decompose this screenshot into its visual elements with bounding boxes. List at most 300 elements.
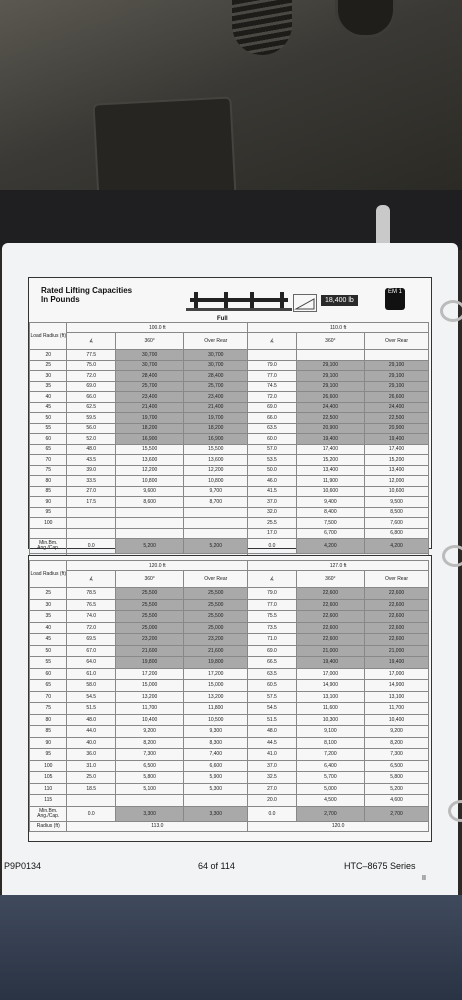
table-cell: 13,600 — [184, 455, 248, 466]
table-cell: 14,900 — [365, 680, 429, 692]
table-cell: 30 — [30, 371, 67, 382]
min-boom-cell: 0.0 — [248, 539, 296, 554]
table-cell: 5,000 — [296, 783, 364, 795]
table-cell: 90 — [30, 497, 67, 508]
table-2-grid — [29, 560, 429, 832]
table-cell: 35 — [30, 611, 67, 623]
col-over-rear-header: Over Rear — [365, 333, 429, 350]
table-cell: 19,700 — [115, 413, 183, 424]
table-cell: 29,100 — [365, 371, 429, 382]
table-cell: 19,400 — [365, 434, 429, 445]
background-leg — [0, 895, 462, 1000]
table-cell: 21,400 — [115, 402, 183, 413]
table-cell: 19,700 — [184, 413, 248, 424]
table-cell: 21,400 — [184, 402, 248, 413]
table-cell: 8,700 — [184, 497, 248, 508]
table-cell: 30,700 — [184, 360, 248, 371]
table-cell: 19,400 — [296, 657, 364, 669]
outrigger-icon — [184, 290, 294, 312]
table-row — [30, 465, 429, 476]
table-row — [30, 726, 429, 738]
table-cell: 79.0 — [248, 588, 296, 600]
table-cell: 4,500 — [296, 795, 364, 807]
table-cell: 25,500 — [115, 588, 183, 600]
table-row — [30, 486, 429, 497]
table-cell: 25,500 — [184, 588, 248, 600]
table-cell: 30,700 — [115, 360, 183, 371]
table-cell: 40 — [30, 622, 67, 634]
table-cell: 10,800 — [184, 476, 248, 487]
table-cell: 50 — [30, 413, 67, 424]
table-cell: 7,300 — [115, 749, 183, 761]
table-cell: 72.0 — [67, 622, 115, 634]
table-cell: 7,200 — [296, 749, 364, 761]
table-cell: 23,400 — [184, 392, 248, 403]
footer-doc-code: P9P0134 — [4, 861, 42, 871]
table-cell: 29,100 — [365, 381, 429, 392]
table-cell: 25,500 — [184, 599, 248, 611]
table-cell: 44.5 — [248, 737, 296, 749]
table-cell: 76.5 — [67, 599, 115, 611]
table-cell: 9,200 — [115, 726, 183, 738]
table-cell: 70 — [30, 691, 67, 703]
table-cell — [365, 350, 429, 361]
table-cell: 11,700 — [365, 703, 429, 715]
table-cell: 25 — [30, 588, 67, 600]
table-cell: 78.5 — [67, 588, 115, 600]
table-cell — [115, 795, 183, 807]
table-cell: 22,600 — [296, 599, 364, 611]
table-cell: 55 — [30, 423, 67, 434]
table-cell: 75 — [30, 703, 67, 715]
table-row — [30, 528, 429, 539]
table-cell: 7,500 — [296, 518, 364, 529]
table-cell: 25,500 — [115, 599, 183, 611]
table-cell: 10,400 — [365, 714, 429, 726]
table-cell: 5,900 — [184, 772, 248, 784]
min-boom-label: Min.Bm. Ang./Cap. — [30, 539, 67, 554]
footer-page: 64 of 114 — [198, 861, 235, 871]
table-cell: 23,400 — [115, 392, 183, 403]
table-cell: 52.0 — [67, 434, 115, 445]
table-cell: 16,900 — [115, 434, 183, 445]
table-cell: 9,100 — [296, 726, 364, 738]
boom-angle-icon: ∡ — [248, 333, 296, 350]
table-cell: 20,900 — [365, 423, 429, 434]
table-cell: 12,200 — [184, 465, 248, 476]
table-cell: 25,700 — [115, 381, 183, 392]
table-cell: 75 — [30, 465, 67, 476]
full-label: Full — [217, 316, 228, 322]
table-row — [30, 392, 429, 403]
table-cell: 30 — [30, 599, 67, 611]
table-cell: 23,200 — [184, 634, 248, 646]
table-cell: 57.5 — [248, 691, 296, 703]
table-cell: 72.0 — [67, 371, 115, 382]
table-cell: 63.5 — [248, 668, 296, 680]
table-cell: 85 — [30, 726, 67, 738]
table-row — [30, 714, 429, 726]
table-cell: 28,400 — [184, 371, 248, 382]
table-cell: 25 — [30, 360, 67, 371]
table-cell: 54.5 — [67, 691, 115, 703]
min-boom-cell: 2,700 — [296, 806, 364, 821]
table-cell: 5,100 — [115, 783, 183, 795]
table-row — [30, 622, 429, 634]
table-cell — [115, 518, 183, 529]
table-cell: 5,200 — [365, 783, 429, 795]
table-cell: 29,100 — [365, 360, 429, 371]
radius-cell: 120.0 — [248, 821, 429, 831]
dash-pad — [93, 96, 237, 202]
table-row — [30, 772, 429, 784]
col-360-header: 360° — [296, 571, 364, 588]
table-cell: 60.0 — [248, 434, 296, 445]
table-cell: 77.0 — [248, 599, 296, 611]
table-cell: 73.5 — [248, 622, 296, 634]
table-cell: 26,600 — [296, 392, 364, 403]
table-cell: 5,800 — [115, 772, 183, 784]
table-row — [30, 423, 429, 434]
table-cell: 25,000 — [184, 622, 248, 634]
table-cell: 33.5 — [67, 476, 115, 487]
table-row — [30, 507, 429, 518]
table-cell: 6,400 — [296, 760, 364, 772]
table-cell: 10,800 — [115, 476, 183, 487]
table-cell: 17,400 — [365, 444, 429, 455]
table-cell: 35 — [30, 381, 67, 392]
table-cell: 75.0 — [67, 360, 115, 371]
table-cell: 13,400 — [365, 465, 429, 476]
table-cell: 22,600 — [365, 634, 429, 646]
col-over-rear-header: Over Rear — [365, 571, 429, 588]
table-cell: 69.0 — [248, 645, 296, 657]
table-cell: 95 — [30, 507, 67, 518]
table-cell: 77.0 — [248, 371, 296, 382]
table-cell: 15,000 — [115, 680, 183, 692]
table-cell: 41.0 — [248, 749, 296, 761]
footer-series: HTC–8675 Series — [344, 861, 416, 871]
table-cell: 21,600 — [115, 645, 183, 657]
table-cell: 22,500 — [296, 413, 364, 424]
table-cell — [67, 518, 115, 529]
binder-cover — [0, 190, 462, 250]
table-cell: 21,600 — [184, 645, 248, 657]
table-cell — [184, 518, 248, 529]
table-row — [30, 413, 429, 424]
table-row — [30, 381, 429, 392]
min-boom-cell: 0.0 — [67, 806, 115, 821]
table-cell: 48.0 — [248, 726, 296, 738]
radius-cell: 113.0 — [67, 821, 248, 831]
counterweight-badge: 18,400 lb — [321, 295, 358, 306]
min-boom-cell: 5,200 — [115, 539, 183, 554]
table-cell: 80 — [30, 714, 67, 726]
table-cell: 45 — [30, 634, 67, 646]
table-cell: 9,400 — [296, 497, 364, 508]
table-cell — [67, 528, 115, 539]
table-cell: 54.5 — [248, 703, 296, 715]
title-line-1: Rated Lifting Capacities — [41, 286, 133, 295]
table-cell: 10,600 — [296, 486, 364, 497]
table-cell: 80 — [30, 476, 67, 487]
table-cell: 18.5 — [67, 783, 115, 795]
table-cell: 5,300 — [184, 783, 248, 795]
table-cell: 66.5 — [248, 657, 296, 669]
table-cell: 50.0 — [248, 465, 296, 476]
table-cell: 90 — [30, 737, 67, 749]
table-cell: 77.5 — [67, 350, 115, 361]
table-cell: 13,100 — [296, 691, 364, 703]
table-cell: 25.5 — [248, 518, 296, 529]
table-cell: 50 — [30, 645, 67, 657]
table-cell: 8,500 — [365, 507, 429, 518]
counterweight-icon — [293, 294, 317, 312]
table-cell: 17,400 — [296, 444, 364, 455]
right-boom-length: 110.0 ft — [248, 323, 429, 333]
table-cell: 10,400 — [115, 714, 183, 726]
col-360-header: 360° — [115, 333, 183, 350]
table-cell: 15,200 — [296, 455, 364, 466]
table-cell — [67, 795, 115, 807]
table-cell: 19,400 — [296, 434, 364, 445]
table-cell: 22,600 — [296, 611, 364, 623]
table-cell: 13,200 — [184, 691, 248, 703]
min-boom-cell: 0.0 — [67, 539, 115, 554]
table-cell: 6,500 — [115, 760, 183, 772]
table-row — [30, 588, 429, 600]
table-cell: 43.5 — [67, 455, 115, 466]
table-cell: 14,900 — [296, 680, 364, 692]
table-cell: 36.0 — [67, 749, 115, 761]
table-cell — [115, 507, 183, 518]
table-cell: 29,100 — [296, 360, 364, 371]
table-cell: 31.0 — [67, 760, 115, 772]
boom-angle-icon: ∡ — [67, 571, 115, 588]
table-cell: 21,000 — [296, 645, 364, 657]
table-cell: 63.5 — [248, 423, 296, 434]
radius-row — [30, 821, 429, 831]
table-cell — [248, 350, 296, 361]
table-cell: 79.0 — [248, 360, 296, 371]
table-row — [30, 402, 429, 413]
table-cell: 8,200 — [115, 737, 183, 749]
table-row — [30, 497, 429, 508]
table-cell: 27.0 — [248, 783, 296, 795]
table-cell: 85 — [30, 486, 67, 497]
left-boom-length: 120.0 ft — [67, 561, 248, 571]
table-cell: 100 — [30, 760, 67, 772]
table-cell: 15,000 — [184, 680, 248, 692]
table-cell: 20 — [30, 350, 67, 361]
table-row — [30, 455, 429, 466]
table-cell: 66.0 — [67, 392, 115, 403]
table-row — [30, 518, 429, 529]
table-cell: 15,500 — [184, 444, 248, 455]
table-cell: 6,700 — [296, 528, 364, 539]
table-cell: 17.0 — [248, 528, 296, 539]
manual-page — [2, 243, 458, 903]
table-cell: 13,400 — [296, 465, 364, 476]
table-cell: 11,600 — [296, 703, 364, 715]
table-cell: 6,800 — [365, 528, 429, 539]
table-cell — [30, 528, 67, 539]
table-cell: 75.5 — [248, 611, 296, 623]
table-cell: 70 — [30, 455, 67, 466]
table-cell: 21,000 — [365, 645, 429, 657]
table-cell: 22,600 — [296, 588, 364, 600]
table-cell: 6,600 — [184, 760, 248, 772]
table-cell: 69.0 — [248, 402, 296, 413]
table-cell: 69.0 — [67, 381, 115, 392]
table-row — [30, 657, 429, 669]
table-cell: 44.0 — [67, 726, 115, 738]
title-line-2: In Pounds — [41, 295, 80, 304]
table-cell: 57.0 — [248, 444, 296, 455]
table-cell: 19,400 — [365, 657, 429, 669]
table-cell: 26,600 — [365, 392, 429, 403]
table-cell: 18,200 — [184, 423, 248, 434]
min-boom-row — [30, 806, 429, 821]
col-over-rear-header: Over Rear — [184, 333, 248, 350]
table-cell: 15,200 — [365, 455, 429, 466]
table-row — [30, 795, 429, 807]
footer-series-sub: II — [422, 875, 426, 882]
table-cell: 11,800 — [184, 703, 248, 715]
table-cell: 7,600 — [365, 518, 429, 529]
boom-angle-icon: ∡ — [67, 333, 115, 350]
table-cell: 110 — [30, 783, 67, 795]
table-row — [30, 371, 429, 382]
min-boom-cell: 3,300 — [184, 806, 248, 821]
table-cell: 5,700 — [296, 772, 364, 784]
table-cell: 5,800 — [365, 772, 429, 784]
capacity-table-1 — [28, 277, 432, 549]
table-cell: 56.0 — [67, 423, 115, 434]
table-cell: 11,900 — [296, 476, 364, 487]
table-cell: 29,100 — [296, 371, 364, 382]
table-cell: 10,500 — [184, 714, 248, 726]
table-cell: 60 — [30, 668, 67, 680]
table-cell: 40 — [30, 392, 67, 403]
table-cell: 8,300 — [184, 737, 248, 749]
table-cell: 17,200 — [184, 668, 248, 680]
table-cell: 22,500 — [365, 413, 429, 424]
table-cell: 25,700 — [184, 381, 248, 392]
table-cell: 6,500 — [365, 760, 429, 772]
table-cell: 22,600 — [365, 599, 429, 611]
table-cell: 61.0 — [67, 668, 115, 680]
table-row — [30, 783, 429, 795]
table-cell: 29,100 — [296, 381, 364, 392]
table-cell: 7,400 — [184, 749, 248, 761]
binder-ring-mid-icon — [442, 545, 462, 567]
table-cell: 9,700 — [184, 486, 248, 497]
table-cell — [184, 528, 248, 539]
table-row — [30, 360, 429, 371]
table-cell: 9,600 — [115, 486, 183, 497]
table-cell: 60.5 — [248, 680, 296, 692]
table-cell: 17,000 — [296, 668, 364, 680]
min-boom-row — [30, 539, 429, 554]
table-cell: 19,800 — [184, 657, 248, 669]
table-row — [30, 737, 429, 749]
table-cell: 65 — [30, 444, 67, 455]
right-boom-length: 127.0 ft — [248, 561, 429, 571]
table-cell: 51.5 — [67, 703, 115, 715]
table-cell: 9,200 — [365, 726, 429, 738]
table-cell: 25.0 — [67, 772, 115, 784]
table-cell: 58.0 — [67, 680, 115, 692]
table-row — [30, 599, 429, 611]
table-cell: 11,700 — [115, 703, 183, 715]
table-cell: 9,500 — [365, 497, 429, 508]
table-cell: 13,600 — [115, 455, 183, 466]
col-360-header: 360° — [296, 333, 364, 350]
table-cell: 37.0 — [248, 760, 296, 772]
table-cell: 71.0 — [248, 634, 296, 646]
table-cell: 22,600 — [365, 622, 429, 634]
table-cell: 16,900 — [184, 434, 248, 445]
capacity-table-2 — [28, 555, 432, 842]
table-cell: 30,700 — [184, 350, 248, 361]
table-cell — [184, 795, 248, 807]
min-boom-cell: 0.0 — [248, 806, 296, 821]
table-cell: 59.5 — [67, 413, 115, 424]
table-cell: 9,300 — [184, 726, 248, 738]
table-cell: 39.0 — [67, 465, 115, 476]
table-cell: 60 — [30, 434, 67, 445]
table-cell: 17,200 — [115, 668, 183, 680]
table-cell: 105 — [30, 772, 67, 784]
table-cell: 37.0 — [248, 497, 296, 508]
table-cell: 8,100 — [296, 737, 364, 749]
em-badge: EM 1 — [385, 288, 405, 310]
table-row — [30, 760, 429, 772]
table-cell: 12,000 — [365, 476, 429, 487]
left-boom-length: 100.0 ft — [67, 323, 248, 333]
boom-angle-icon: ∡ — [248, 571, 296, 588]
table-cell: 41.5 — [248, 486, 296, 497]
table-cell: 17,000 — [365, 668, 429, 680]
load-radius-header: Load Radius (ft) — [30, 561, 67, 588]
table-cell: 62.5 — [67, 402, 115, 413]
table-row — [30, 434, 429, 445]
table-cell: 22,600 — [296, 622, 364, 634]
table-cell: 32.0 — [248, 507, 296, 518]
table-cell: 13,200 — [115, 691, 183, 703]
table-row — [30, 444, 429, 455]
table-cell: 64.0 — [67, 657, 115, 669]
table-cell: 46.0 — [248, 476, 296, 487]
table-cell: 40.0 — [67, 737, 115, 749]
min-boom-cell: 4,200 — [296, 539, 364, 554]
table-row — [30, 476, 429, 487]
table-cell: 8,400 — [296, 507, 364, 518]
table-cell: 18,200 — [115, 423, 183, 434]
table-cell: 22,600 — [365, 611, 429, 623]
table-cell: 8,600 — [115, 497, 183, 508]
table-cell: 15,500 — [115, 444, 183, 455]
table-cell: 66.0 — [248, 413, 296, 424]
table-row — [30, 350, 429, 361]
table-cell: 22,600 — [296, 634, 364, 646]
table-cell — [184, 507, 248, 518]
table-cell: 23,200 — [115, 634, 183, 646]
table-cell: 24,400 — [365, 402, 429, 413]
table-cell: 69.5 — [67, 634, 115, 646]
table-cell: 17.5 — [67, 497, 115, 508]
